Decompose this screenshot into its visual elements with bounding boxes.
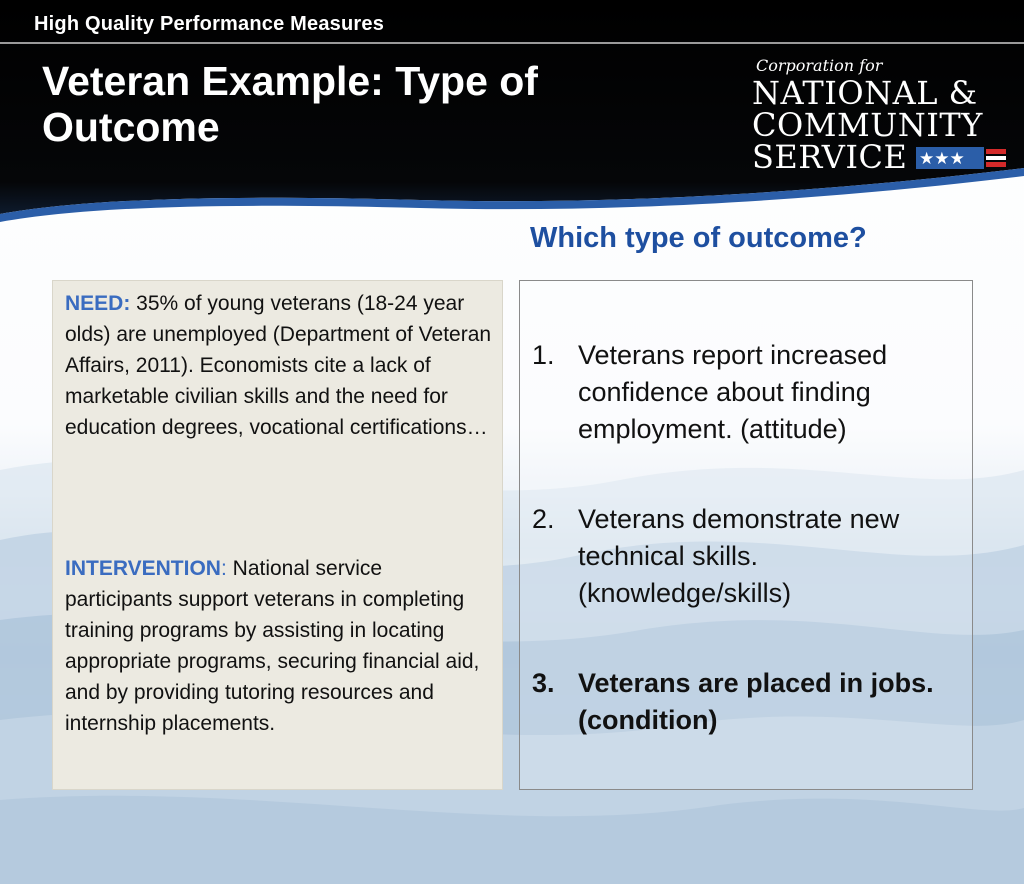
cncs-logo [752, 56, 1014, 176]
intervention-paragraph [65, 553, 495, 739]
option-text: Veterans are placed in jobs. (condition) [578, 668, 934, 735]
options-panel [519, 280, 973, 790]
scenario-panel [52, 280, 503, 790]
intervention-colon: : [220, 557, 227, 580]
logo-line-community: COMMUNITY [752, 106, 983, 144]
flag-stars-icon [916, 147, 1006, 169]
question-heading: Which type of outcome? [530, 222, 867, 254]
need-paragraph [65, 288, 495, 443]
option-number: 2. [532, 504, 555, 534]
need-label: NEED: [65, 292, 131, 315]
option-item [532, 337, 962, 448]
header-banner [0, 0, 1024, 230]
intervention-text: National service participants support veterans in completing training programs by assisting in locating appropriate programs, securing financial aid, and by providing tutoring resources and internship placements. [65, 557, 480, 735]
option-item-answer [532, 665, 962, 739]
logo-line-service: SERVICE [752, 138, 908, 176]
option-text: Veterans demonstrate new technical skills. (knowledge/skills) [578, 504, 900, 608]
option-item [532, 501, 962, 612]
logo-tagline: Corporation for [756, 56, 883, 75]
need-text: 35% of young veterans (18-24 year olds) are unemployed (Department of Veteran Affairs, 2011). Economists cite a lack of marketable civilian skills and the need for education degrees, vocational certifications… [65, 292, 492, 439]
logo-line-national: NATIONAL & [752, 74, 978, 112]
page-title: Veteran Example: Type of Outcome [42, 58, 538, 150]
svg-text:★★★: ★★★ [919, 149, 965, 169]
option-text: Veterans report increased confidence about finding employment. (attitude) [578, 340, 888, 444]
option-number: 1. [532, 340, 555, 370]
intervention-label: INTERVENTION [65, 557, 221, 580]
breadcrumb: High Quality Performance Measures [34, 13, 385, 35]
option-number: 3. [532, 668, 555, 698]
